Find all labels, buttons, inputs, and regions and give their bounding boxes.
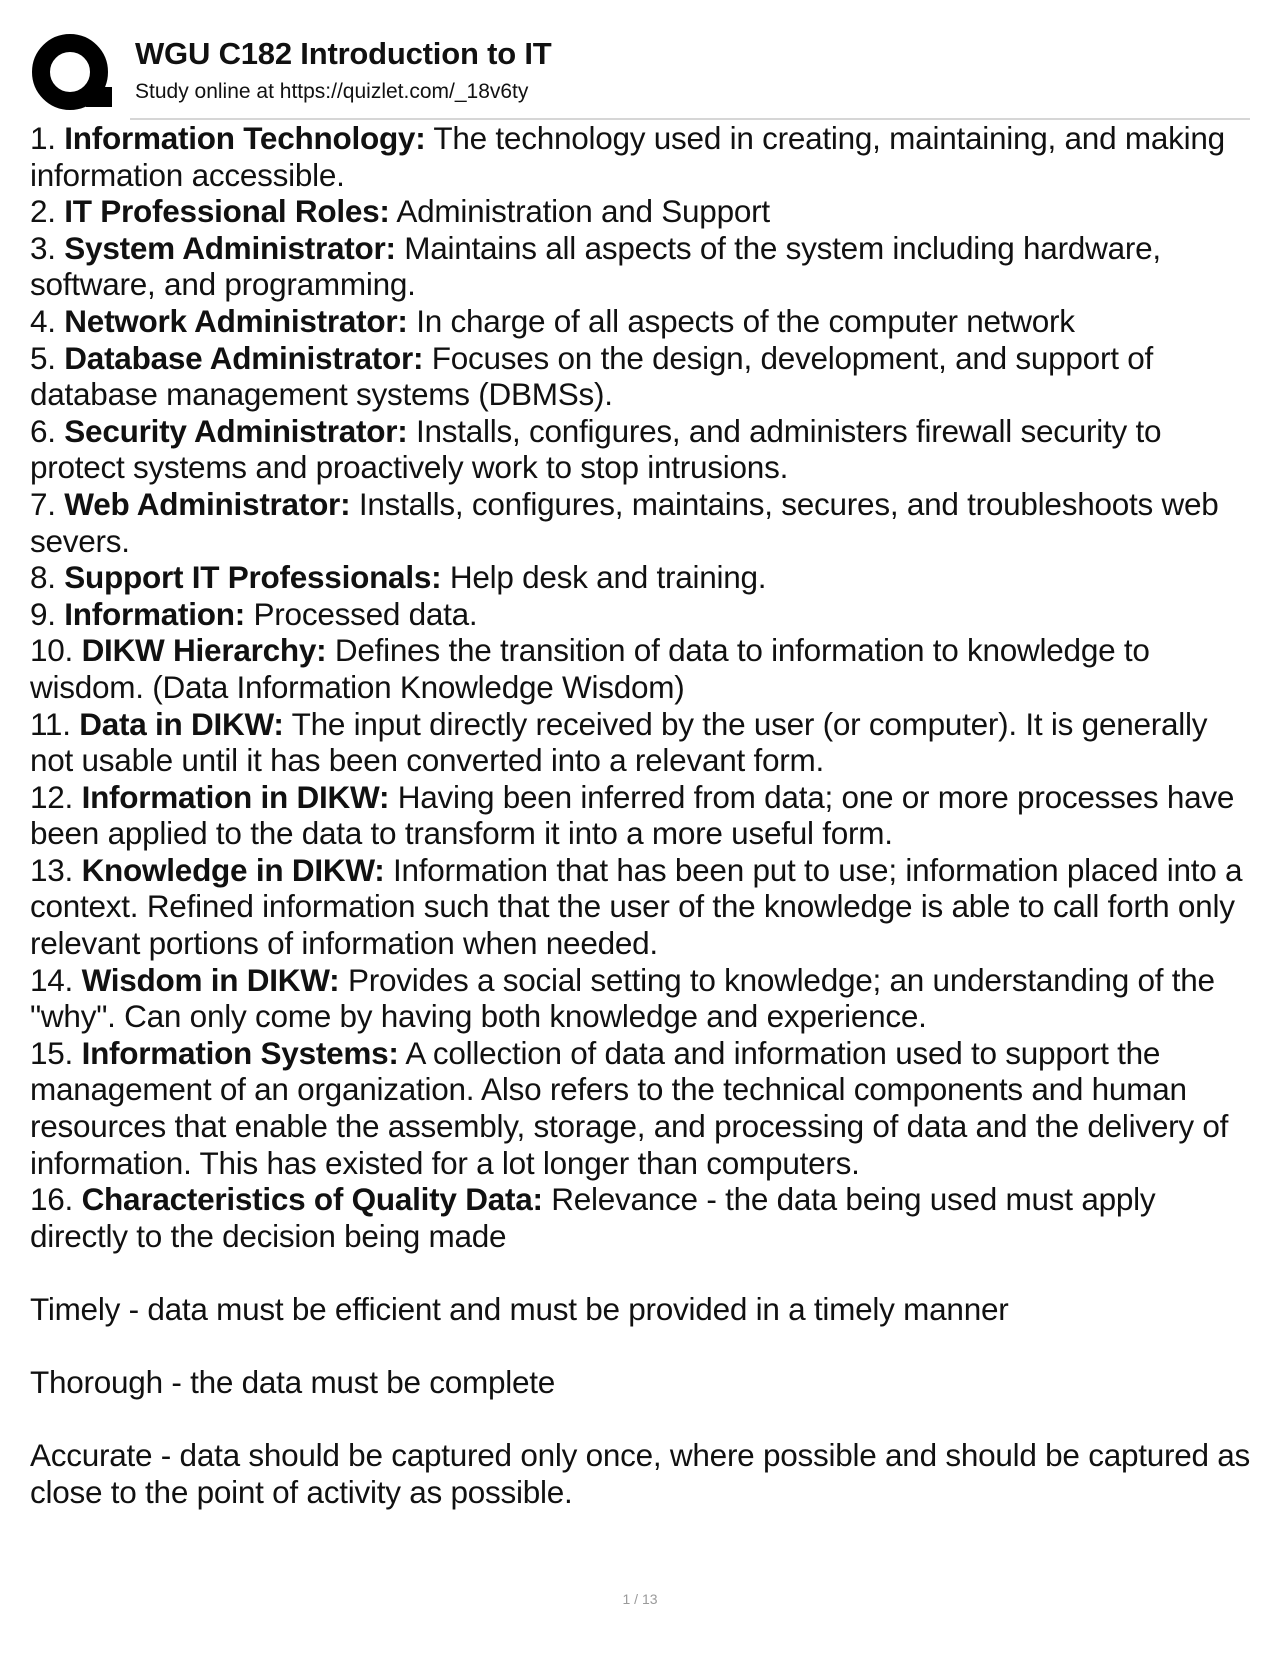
term-definition: In charge of all aspects of the computer network: [416, 302, 1075, 339]
term-number: 1.: [30, 120, 56, 156]
term-name: Information Systems:: [81, 1034, 399, 1071]
term-definition: A collection of data and information used to support the management of an organization. Also refers to the technical components and human resources that enable the assembly, storage, and processing of data and the delivery of information. This has existed for a lot longer than computers.: [30, 1034, 1229, 1181]
term-item: [30, 596, 1254, 633]
term-definition: Help desk and training.: [449, 559, 767, 596]
term-number: 16.: [30, 1181, 74, 1218]
term-name: Security Administrator:: [64, 412, 408, 449]
term-name: Information in DIKW:: [81, 778, 390, 815]
header: [30, 30, 1250, 120]
term-definition: Processed data.: [253, 595, 478, 632]
term-number: 7.: [30, 485, 56, 522]
term-name: Information Technology:: [64, 120, 426, 156]
quality-characteristic-thorough: Thorough - the data must be complete: [30, 1364, 556, 1401]
term-definition: The input directly received by the user (or computer). It is generally not usable until it has been converted into a relevant form.: [30, 705, 1208, 779]
term-number: 6.: [30, 412, 56, 449]
term-number: 8.: [30, 559, 56, 596]
page-number: 1 / 13: [622, 1591, 658, 1607]
term-number: 9.: [30, 595, 56, 632]
term-definition: Installs, configures, maintains, secures, and troubleshoots web severs.: [30, 485, 1219, 559]
term-number: 10.: [30, 632, 74, 669]
term-item: [30, 486, 1254, 559]
term-item: [30, 413, 1254, 486]
term-number: 5.: [30, 339, 56, 376]
term-name: Web Administrator:: [64, 485, 351, 522]
quality-characteristic-accurate: Accurate - data should be captured only once, where possible and should be captured as close to the point of activity as possible.: [30, 1437, 1251, 1510]
term-name: Support IT Professionals:: [64, 559, 442, 596]
term-name: DIKW Hierarchy:: [81, 632, 327, 669]
term-number: 12.: [30, 778, 74, 815]
spacer: [30, 1401, 1254, 1438]
term-definition: Installs, configures, and administers firewall security to protect systems and proactively work to stop intrusions.: [30, 412, 1162, 486]
terms-list: [30, 120, 1254, 1511]
term-name: System Administrator:: [64, 229, 396, 266]
document-title: WGU C182 Introduction to IT: [135, 36, 552, 71]
term-name: Information:: [64, 595, 246, 632]
term-item: [30, 340, 1254, 413]
term-definition: Focuses on the design, development, and support of database management systems (DBMSs).: [30, 339, 1153, 413]
term-item: [30, 632, 1254, 705]
term-item: [30, 779, 1254, 852]
term-item: [30, 852, 1254, 962]
term-definition: Maintains all aspects of the system including hardware, software, and programming.: [30, 229, 1161, 303]
term-definition: Information that has been put to use; information placed into a context. Refined information such that the user of the knowledge is able to call forth only relevant portions of information when needed.: [30, 851, 1243, 962]
term-item: [30, 962, 1254, 1035]
spacer: [30, 1254, 1254, 1291]
term-number: 3.: [30, 229, 56, 266]
term-number: 2.: [30, 193, 56, 230]
term-definition: Administration and Support: [396, 193, 770, 230]
term-definition: Relevance - the data being used must apply directly to the decision being made: [30, 1181, 1156, 1254]
term-item: [30, 193, 1254, 230]
quality-characteristic-timely: Timely - data must be efficient and must be provided in a timely manner: [30, 1291, 1009, 1327]
term-number: 15.: [30, 1034, 74, 1071]
term-item: [30, 559, 1254, 596]
study-online-link-text: Study online at https://quizlet.com/_18v6ty: [135, 80, 529, 103]
term-name: Database Administrator:: [64, 339, 424, 376]
term-name: IT Professional Roles:: [64, 193, 390, 230]
term-number: 4.: [30, 302, 56, 339]
term-name: Characteristics of Quality Data:: [81, 1181, 543, 1218]
term-definition: Having been inferred from data; one or more processes have been applied to the data to transform it into a more useful form.: [30, 778, 1235, 852]
term-number: 11.: [30, 705, 71, 742]
term-item: [30, 706, 1254, 779]
term-item: [30, 1035, 1254, 1181]
term-name: Data in DIKW:: [79, 705, 284, 742]
term-name: Knowledge in DIKW:: [81, 851, 385, 888]
term-item: [30, 230, 1254, 303]
term-definition: Provides a social setting to knowledge; an understanding of the "why". Can only come by having both knowledge and experience.: [30, 961, 1215, 1035]
term-item: [30, 1181, 1254, 1254]
term-number: 14.: [30, 961, 74, 998]
term-item: [30, 120, 1254, 193]
term-name: Network Administrator:: [64, 302, 408, 339]
term-definition: The technology used in creating, maintaining, and making information accessible.: [30, 120, 1225, 193]
term-name: Wisdom in DIKW:: [81, 961, 340, 998]
term-definition: Defines the transition of data to information to knowledge to wisdom. (Data Information Knowledge Wisdom): [30, 632, 1150, 705]
term-number: 13.: [30, 851, 74, 888]
spacer: [30, 1328, 1254, 1365]
quizlet-q-logo-icon: [32, 32, 142, 116]
term-item: [30, 303, 1254, 340]
